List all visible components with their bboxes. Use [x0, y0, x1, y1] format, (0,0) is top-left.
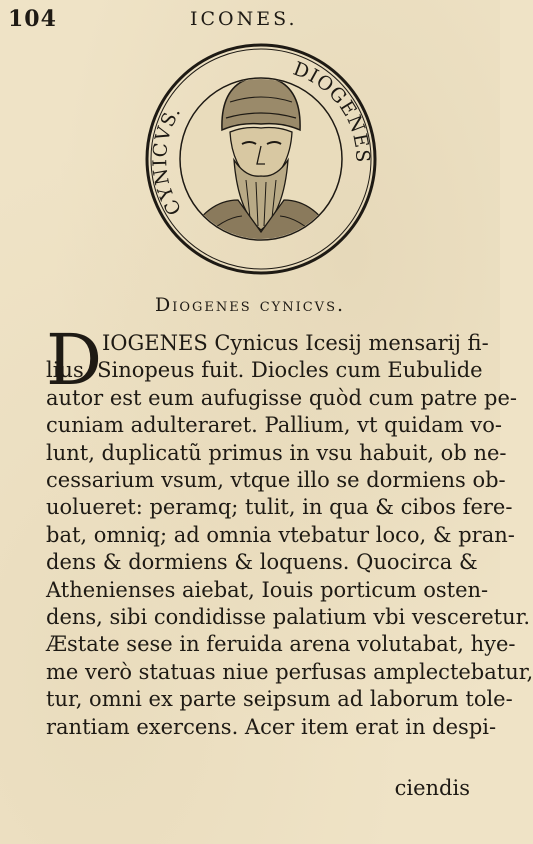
portrait-label-left: CYNICVS. — [148, 101, 187, 219]
running-title: ICONES. — [190, 8, 298, 30]
text-line: lius, Sinopeus fuit. Diocles cum Eubulide — [46, 358, 483, 383]
running-head — [0, 6, 500, 34]
text-line: autor est eum aufugisse quòd cum patre pe- — [46, 385, 517, 410]
text-line: cuniam adulteraret. Pallium, vt quidam vo- — [46, 413, 502, 438]
page-number: 104 — [8, 6, 57, 32]
text-line: Æstate sese in feruida arena volutabat, hye- — [46, 632, 516, 657]
text-line: dens, sibi condidisse palatium vbi vesceretur. — [46, 605, 531, 630]
portrait-label-right: DIOGENES — [290, 57, 374, 164]
text-line: rantiam exercens. Acer item erat in despi- — [46, 714, 497, 739]
dropcap-initial: D — [46, 319, 103, 401]
text-line: Athenienses aiebat, Iouis porticum osten- — [46, 577, 489, 602]
text-line: uolueret: peramq; tulit, in qua & cibos fere- — [46, 495, 513, 520]
text-line: cessarium vsum, vtque illo se dormiens ob- — [46, 468, 506, 493]
text-line: IOGENES Cynicus Icesij mensarij fi- — [102, 331, 489, 355]
diogenes-portrait-medallion — [142, 40, 380, 278]
text-line: tur, omni ex parte seipsum ad laborum tole- — [46, 687, 513, 712]
text-line: bat, omniq; ad omnia vtebatur loco, & pran- — [46, 522, 515, 547]
text-line: dens & dormiens & loquens. Quocirca & — [46, 550, 478, 575]
text-line: me verò statuas niue perfusas amplectebatur, — [46, 659, 533, 684]
portrait-caption: Diogenes cynicvs. — [154, 294, 346, 316]
body-paragraph — [46, 319, 533, 741]
text-line: lunt, duplicatũ primus in vsu habuit, ob ne- — [46, 440, 507, 465]
catchword: ciendis — [394, 776, 470, 800]
